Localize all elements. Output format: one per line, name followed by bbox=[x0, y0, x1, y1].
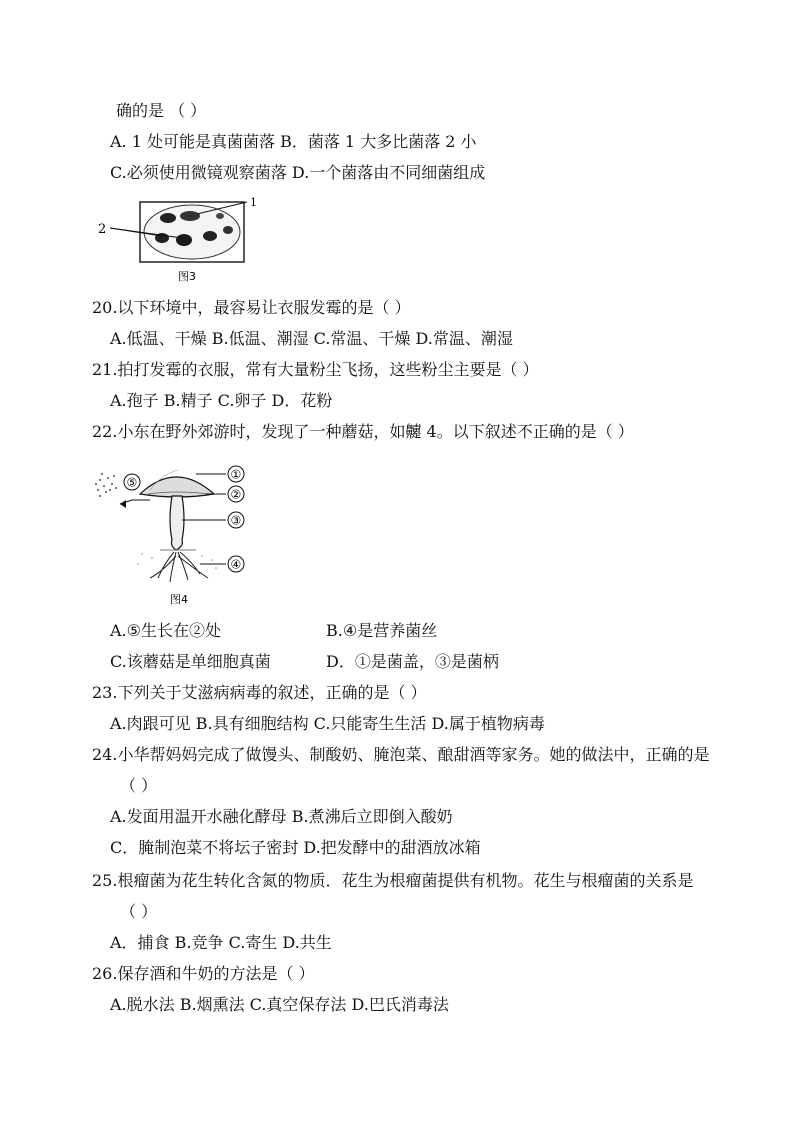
mycelium bbox=[150, 552, 208, 582]
q25-options: A．捕食 B.竞争 C.寄生 D.共生 bbox=[110, 933, 332, 952]
fig4-label-5: ⑤ bbox=[126, 475, 138, 490]
figure-4-mushroom bbox=[92, 460, 262, 610]
fig4-label-1: ① bbox=[230, 467, 242, 482]
fig4-label-3: ③ bbox=[230, 513, 242, 528]
fig3-caption: 图3 bbox=[178, 270, 196, 283]
stalk bbox=[170, 496, 184, 550]
q20-options: A.低温、干燥 B.低温、潮湿 C.常温、干燥 D.常温、潮湿 bbox=[110, 329, 513, 348]
q24-stem-continued: （ ） bbox=[120, 776, 158, 795]
fig4-label-4: ④ bbox=[230, 557, 242, 572]
colony-1 bbox=[180, 211, 200, 221]
colony bbox=[216, 213, 224, 219]
q24-options-cd: C．腌制泡菜不将坛子密封 D.把发酵中的甜酒放冰箱 bbox=[110, 838, 481, 857]
fig4-label-2: ② bbox=[230, 487, 242, 502]
q25-stem: 25.根瘤菌为花生转化含氮的物质．花生为根瘤菌提供有机物。花生与根瘤菌的关系是 bbox=[92, 871, 694, 890]
q26-options: A.脱水法 B.烟熏法 C.真空保存法 D.巴氏消毒法 bbox=[110, 995, 449, 1014]
q21-options: A.孢子 B.精子 C.卵子 D．花粉 bbox=[110, 391, 333, 410]
q21-stem: 21.拍打发霉的衣服，常有大量粉尘飞扬，这些粉尘主要是（ ） bbox=[92, 360, 539, 379]
q25-stem-continued: （ ） bbox=[120, 902, 158, 921]
q23-options: A.肉跟可见 B.具有细胞结构 C.只能寄生生活 D.属于植物病毒 bbox=[110, 714, 545, 733]
q22-option-b: B.④是营养菌丝 bbox=[326, 621, 438, 640]
q23-stem: 23.下列关于艾滋病病毒的叙述，正确的是（ ） bbox=[92, 683, 427, 702]
q20-stem: 20.以下环境中，最容易让衣服发霉的是（ ） bbox=[92, 298, 411, 317]
colony bbox=[160, 213, 176, 223]
colony bbox=[203, 231, 217, 241]
q22-option-a: A.⑤生长在②处 bbox=[110, 621, 221, 640]
spores-dots bbox=[95, 473, 117, 497]
q22-option-c: C.该蘑菇是单细胞真菌 bbox=[110, 652, 271, 671]
colony bbox=[176, 234, 192, 246]
fig3-label-1: 1 bbox=[250, 196, 257, 209]
q22-stem: 22.小东在野外郊游时，发现了一种蘑菇，如䶑 4。以下叙述不正确的是（ ） bbox=[92, 422, 634, 441]
q19-options-ab: A. 1 处可能是真菌菌落 B．菌落 1 大多比菌落 2 小 bbox=[110, 132, 477, 151]
fig3-label-2: 2 bbox=[98, 222, 107, 237]
figure-3-petri-dish bbox=[92, 192, 272, 284]
q24-options-ab: A.发面用温开水融化酵母 B.煮沸后立即倒入酸奶 bbox=[110, 807, 453, 826]
q19-options-cd: C.必须使用微镜观察菌落 D.一个菌落由不同细菌组成 bbox=[110, 163, 486, 182]
colony bbox=[223, 226, 233, 234]
q26-stem: 26.保存酒和牛奶的方法是（ ） bbox=[92, 964, 315, 983]
q22-option-d: D．①是菌盖，③是菌柄 bbox=[326, 652, 499, 671]
q24-stem: 24.小华帮妈妈完成了做馒头、制酸奶、腌泡菜、酿甜酒等家务。她的做法中，正确的是 bbox=[92, 745, 710, 764]
q19-stem-continued: 确的是 （ ） bbox=[116, 101, 207, 120]
fig4-caption: 图4 bbox=[170, 593, 188, 606]
soil-texture bbox=[137, 553, 217, 569]
